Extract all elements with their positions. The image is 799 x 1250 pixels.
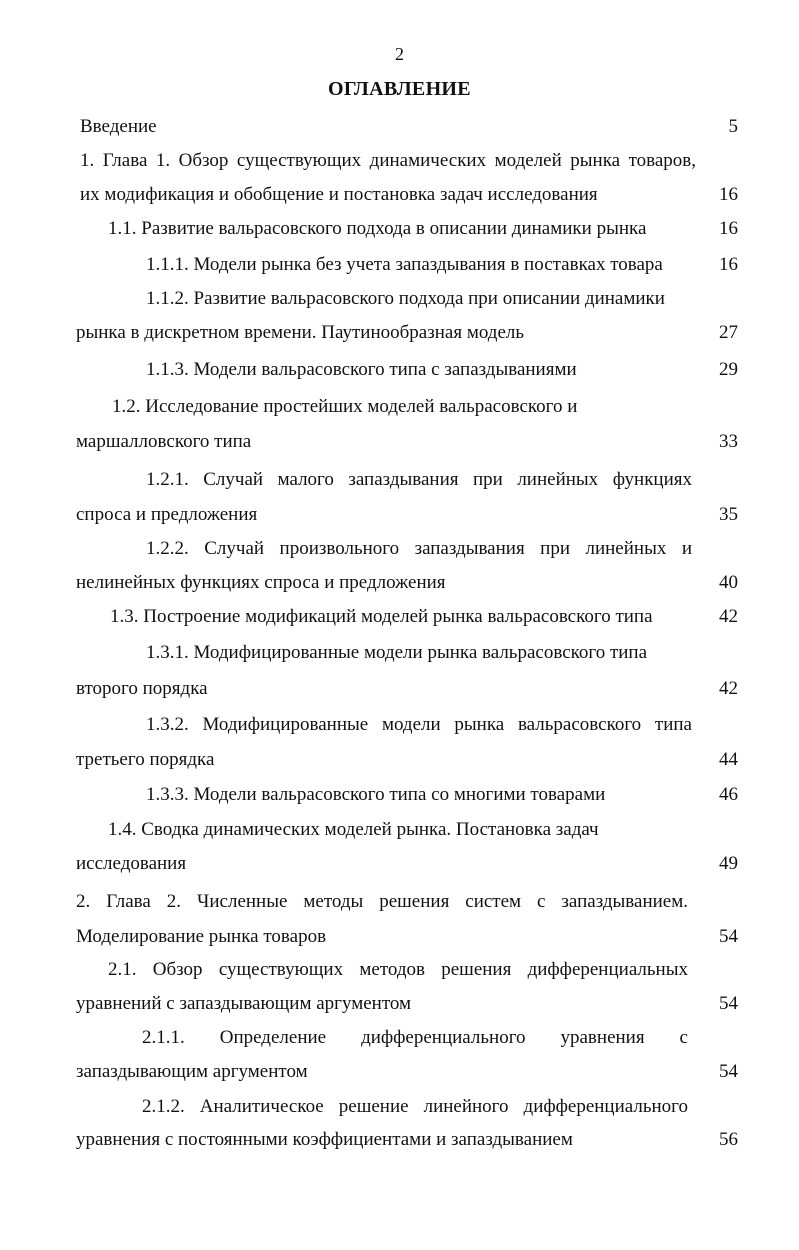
toc-entry-text: 1.2.1. Случай малого запаздывания при линейных функциях	[146, 469, 692, 490]
toc-entry-text: 1.1.1. Модели рынка без учета запаздывания в поставках товара	[146, 254, 663, 275]
toc-page-number: 54	[719, 1061, 738, 1082]
toc-page-number: 42	[719, 606, 738, 627]
toc-entry-text: запаздывающим аргументом	[76, 1061, 308, 1082]
page-title: ОГЛАВЛЕНИЕ	[328, 78, 471, 100]
toc-entry	[0, 959, 799, 985]
toc-page-number: 16	[719, 184, 738, 205]
toc-page-number: 46	[719, 784, 738, 805]
toc-entry	[0, 1027, 799, 1053]
toc-entry-text: 1.3.2. Модифицированные модели рынка вальрасовского типа	[146, 714, 692, 735]
toc-page-number: 49	[719, 853, 738, 874]
toc-page-number: 42	[719, 678, 738, 699]
toc-entry-continuation	[0, 184, 799, 210]
toc-entry	[0, 606, 799, 632]
toc-entry-text: 1.1. Развитие вальрасовского подхода в описании динамики рынка	[108, 218, 647, 239]
toc-entry	[0, 218, 799, 244]
toc-entry	[0, 359, 799, 385]
toc-entry-text: третьего порядка	[76, 749, 215, 770]
toc-entry	[0, 642, 799, 668]
toc-entry-text: 1.3.1. Модифицированные модели рынка вальрасовского типа	[146, 642, 648, 663]
toc-entry-continuation	[0, 572, 799, 598]
toc-page-number: 44	[719, 749, 738, 770]
toc-entry-text: 1.1.3. Модели вальрасовского типа с запаздываниями	[146, 359, 577, 380]
toc-entry-text: 1.1.2. Развитие вальрасовского подхода при описании динамики	[146, 288, 665, 309]
toc-entry-text: 1.2. Исследование простейших моделей вальрасовского и	[112, 396, 578, 417]
toc-page-number: 33	[719, 431, 738, 452]
toc-entry-text: уравнения с постоянными коэффициентами и запаздыванием	[76, 1129, 573, 1150]
toc-entry-text: спроса и предложения	[76, 504, 258, 525]
toc-entry-text: 2.1.2. Аналитическое решение линейного дифференциального	[142, 1096, 688, 1117]
toc-page-number: 16	[719, 218, 738, 239]
toc-entry-text: рынка в дискретном времени. Паутинообразная модель	[76, 322, 525, 343]
toc-entry-continuation	[0, 926, 799, 952]
toc-entry-text: нелинейных функциях спроса и предложения	[76, 572, 446, 593]
toc-entry-continuation	[0, 749, 799, 775]
toc-page-number: 16	[719, 254, 738, 275]
toc-entry-text: 2.1.1. Определение дифференциального уравнения с	[142, 1027, 688, 1048]
toc-entry-text: 1. Глава 1. Обзор существующих динамических моделей рынка товаров,	[80, 150, 696, 171]
toc-page-number: 35	[719, 504, 738, 525]
toc-page-number: 56	[719, 1129, 738, 1150]
toc-page-number: 29	[719, 359, 738, 380]
toc-entry-text: 1.2.2. Случай произвольного запаздывания при линейных и	[146, 538, 692, 559]
toc-entry-text: Моделирование рынка товаров	[76, 926, 327, 947]
toc-entry	[0, 1096, 799, 1122]
toc-entry-text: уравнений с запаздывающим аргументом	[76, 993, 412, 1014]
toc-entry	[0, 116, 799, 142]
toc-entry-text: второго порядка	[76, 678, 208, 699]
toc-entry-continuation	[0, 993, 799, 1019]
toc-entry-continuation	[0, 504, 799, 530]
toc-page-number: 5	[728, 116, 738, 137]
toc-entry	[0, 396, 799, 422]
toc-page-number: 54	[719, 926, 738, 947]
toc-entry	[0, 254, 799, 280]
toc-entry-continuation	[0, 853, 799, 879]
toc-entry-text: 2.1. Обзор существующих методов решения дифференциальных	[108, 959, 688, 980]
toc-entry	[0, 891, 799, 917]
toc-entry-text: исследования	[76, 853, 187, 874]
toc-entry	[0, 469, 799, 495]
toc-page-number: 54	[719, 993, 738, 1014]
toc-entry-continuation	[0, 322, 799, 348]
toc-entry-continuation	[0, 1061, 799, 1087]
toc-entry-continuation	[0, 678, 799, 704]
toc-page-number: 40	[719, 572, 738, 593]
toc-entry	[0, 538, 799, 564]
toc-entry	[0, 784, 799, 810]
toc-entry-text: их модификация и обобщение и постановка задач исследования	[80, 184, 598, 205]
toc-entry-continuation	[0, 431, 799, 457]
toc-page-number: 27	[719, 322, 738, 343]
toc-entry	[0, 150, 799, 176]
toc-entry-text: 1.3.3. Модели вальрасовского типа со многими товарами	[146, 784, 606, 805]
toc-entry	[0, 714, 799, 740]
toc-entry-text: 2. Глава 2. Численные методы решения систем с запаздыванием.	[76, 891, 688, 912]
toc-entry	[0, 819, 799, 845]
toc-entry-text: маршалловского типа	[76, 431, 252, 452]
page-number: 2	[395, 44, 404, 64]
toc-entry-text: 1.3. Построение модификаций моделей рынка вальрасовского типа	[110, 606, 653, 627]
toc-entry-text: 1.4. Сводка динамических моделей рынка. Постановка задач	[108, 819, 599, 840]
toc-entry-text: Введение	[80, 116, 157, 137]
toc-entry-continuation	[0, 1129, 799, 1155]
toc-entry	[0, 288, 799, 314]
